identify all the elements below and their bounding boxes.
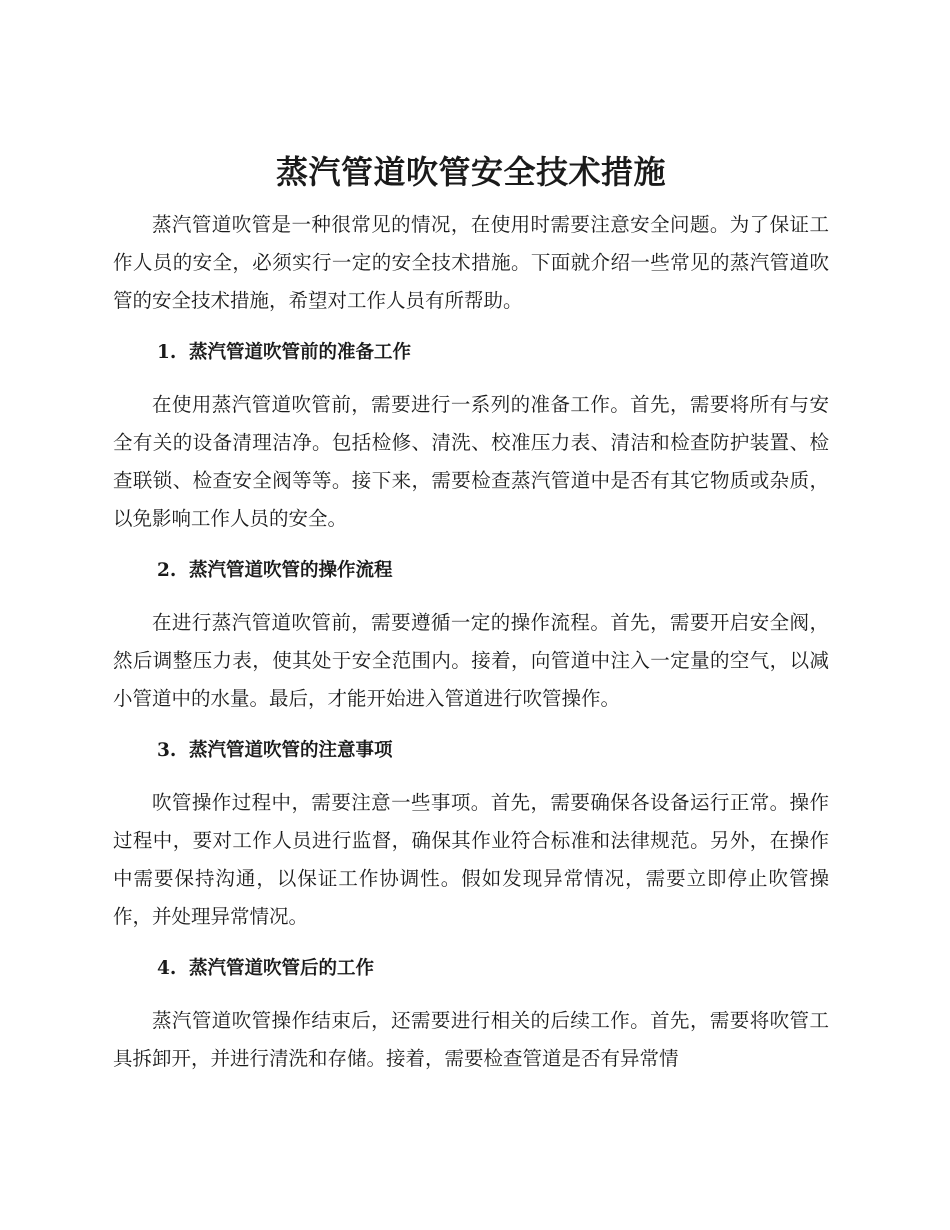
section-heading-text: 蒸汽管道吹管后的工作 [189, 958, 375, 979]
section-number: 2. [157, 560, 177, 581]
section-heading [113, 334, 829, 372]
section-4 [113, 950, 829, 1078]
document-title: 蒸汽管道吹管安全技术措施 [275, 153, 666, 191]
section-heading [113, 732, 829, 770]
section-body: 在进行蒸汽管道吹管前，需要遵循一定的操作流程。首先，需要开启安全阀，然后调整压力表，使其处于安全范围内。接着，向管道中注入一定量的空气，以减小管道中的水量。最后，才能开始进入管道进行吹管操作。 [113, 611, 829, 710]
intro-paragraph: 蒸汽管道吹管是一种很常见的情况，在使用时需要注意安全问题。为了保证工作人员的安全，必须实行一定的安全技术措施。下面就介绍一些常见的蒸汽管道吹管的安全技术措施，希望对工作人员有所帮助。 [113, 213, 829, 312]
section-number: 1. [157, 342, 177, 363]
section-number: 3. [157, 740, 177, 761]
section-body: 吹管操作过程中，需要注意一些事项。首先，需要确保各设备运行正常。操作过程中，要对工作人员进行监督，确保其作业符合标准和法律规范。另外，在操作中需要保持沟通，以保证工作协调性。假如发现异常情况，需要立即停止吹管操作，并处理异常情况。 [113, 791, 829, 928]
section-body: 蒸汽管道吹管操作结束后，还需要进行相关的后续工作。首先，需要将吹管工具拆卸开，并进行清洗和存储。接着，需要检查管道是否有异常情 [113, 1009, 829, 1070]
section-heading-text: 蒸汽管道吹管的注意事项 [189, 740, 393, 761]
section-number: 4. [157, 958, 177, 979]
section-heading-text: 蒸汽管道吹管的操作流程 [189, 560, 393, 581]
section-1 [113, 334, 829, 538]
section-heading [113, 552, 829, 590]
document-page [113, 150, 829, 1078]
section-3 [113, 732, 829, 936]
section-heading [113, 950, 829, 988]
section-body: 在使用蒸汽管道吹管前，需要进行一系列的准备工作。首先，需要将所有与安全有关的设备清理洁净。包括检修、清洗、校准压力表、清洁和检查防护装置、检查联锁、检查安全阀等等。接下来，需要检查蒸汽管道中是否有其它物质或杂质，以免影响工作人员的安全。 [113, 393, 829, 530]
section-heading-text: 蒸汽管道吹管前的准备工作 [189, 342, 412, 363]
section-2 [113, 552, 829, 718]
